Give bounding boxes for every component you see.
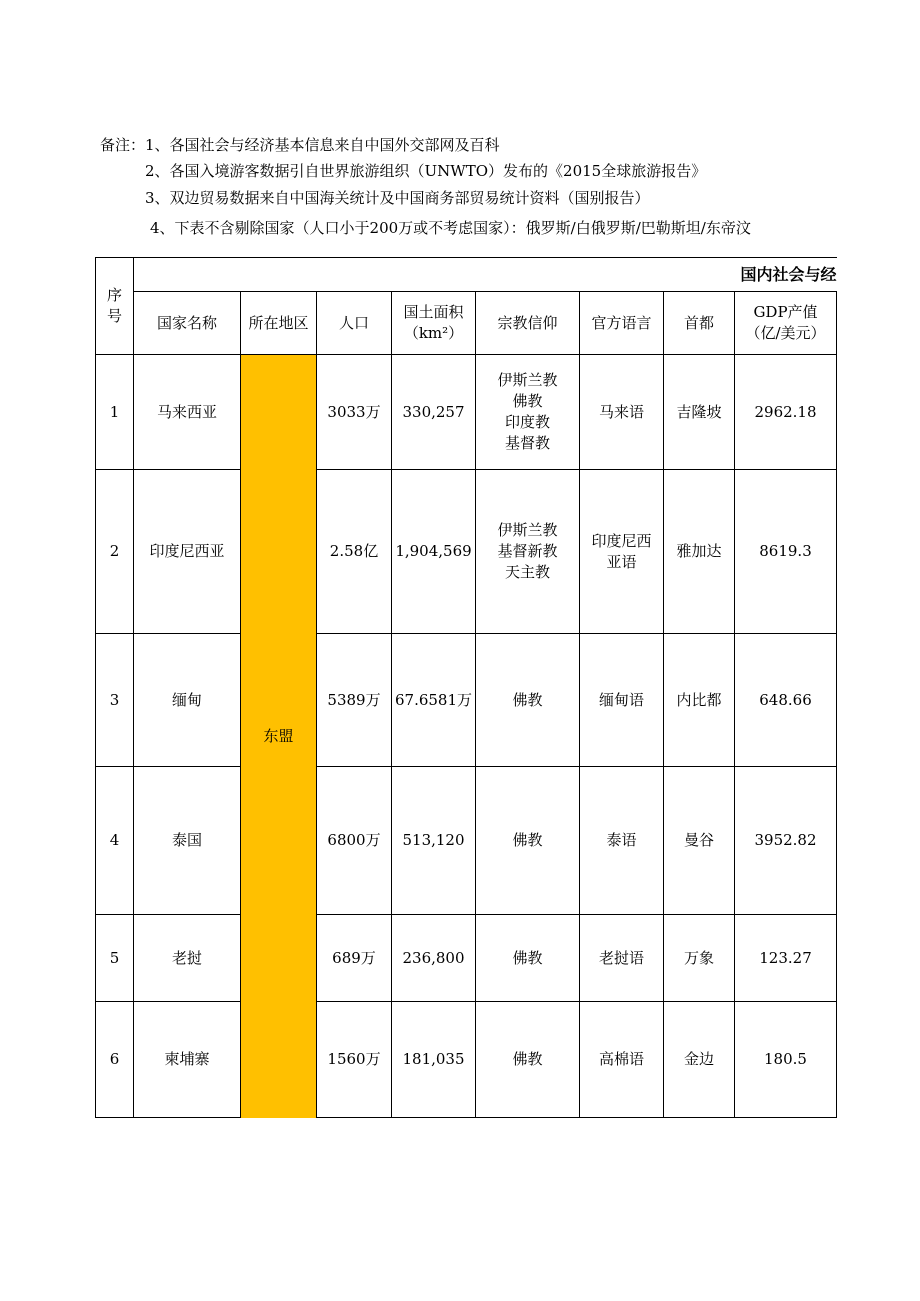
cell-language: 泰语 bbox=[580, 767, 664, 915]
header-country: 国家名称 bbox=[134, 292, 241, 355]
country-info-table bbox=[95, 257, 837, 1118]
header-religion: 宗教信仰 bbox=[476, 292, 580, 355]
cell-religion: 佛教 bbox=[476, 634, 580, 767]
note-2: 2、各国入境游客数据引自世界旅游组织（UNWTO）发布的《2015全球旅游报告》 bbox=[145, 162, 707, 180]
cell-gdp: 648.66 bbox=[735, 634, 837, 767]
note-4: 4、下表不含剔除国家（人口小于200万或不考虑国家）：俄罗斯/白俄罗斯/巴勒斯坦/东帝汶 bbox=[150, 219, 751, 237]
note-1: 备注：1、各国社会与经济基本信息来自中国外交部网及百科 bbox=[100, 136, 500, 154]
cell-language: 老挝语 bbox=[580, 915, 664, 1002]
cell-seq: 3 bbox=[96, 634, 134, 767]
cell-gdp: 2962.18 bbox=[735, 355, 837, 470]
cell-religion: 佛教 bbox=[476, 915, 580, 1002]
table-row bbox=[96, 1002, 837, 1118]
cell-area: 1,904,569 bbox=[392, 470, 476, 634]
cell-country: 老挝 bbox=[134, 915, 241, 1002]
cell-area: 236,800 bbox=[392, 915, 476, 1002]
cell-area: 513,120 bbox=[392, 767, 476, 915]
region-cell: 东盟 bbox=[241, 355, 317, 1118]
header-population: 人口 bbox=[317, 292, 392, 355]
cell-capital: 曼谷 bbox=[664, 767, 735, 915]
cell-area: 181,035 bbox=[392, 1002, 476, 1118]
cell-gdp: 180.5 bbox=[735, 1002, 837, 1118]
cell-seq: 5 bbox=[96, 915, 134, 1002]
cell-population: 1560万 bbox=[317, 1002, 392, 1118]
cell-country: 缅甸 bbox=[134, 634, 241, 767]
table-row bbox=[96, 470, 837, 634]
header-gdp: GDP产值 （亿/美元） bbox=[735, 292, 837, 355]
cell-seq: 4 bbox=[96, 767, 134, 915]
cell-capital: 内比都 bbox=[664, 634, 735, 767]
cell-country: 马来西亚 bbox=[134, 355, 241, 470]
cell-population: 6800万 bbox=[317, 767, 392, 915]
section-title: 国内社会与经 bbox=[134, 258, 837, 292]
cell-religion: 伊斯兰教 基督新教 天主教 bbox=[476, 470, 580, 634]
cell-religion: 佛教 bbox=[476, 767, 580, 915]
cell-population: 689万 bbox=[317, 915, 392, 1002]
header-seq: 序 号 bbox=[96, 258, 134, 355]
cell-gdp: 8619.3 bbox=[735, 470, 837, 634]
cell-capital: 吉隆坡 bbox=[664, 355, 735, 470]
table-row bbox=[96, 767, 837, 915]
cell-language: 高棉语 bbox=[580, 1002, 664, 1118]
header-area: 国土面积 （km²） bbox=[392, 292, 476, 355]
cell-religion: 伊斯兰教 佛教 印度教 基督教 bbox=[476, 355, 580, 470]
cell-population: 5389万 bbox=[317, 634, 392, 767]
cell-language: 缅甸语 bbox=[580, 634, 664, 767]
cell-capital: 万象 bbox=[664, 915, 735, 1002]
header-language: 官方语言 bbox=[580, 292, 664, 355]
note-3: 3、双边贸易数据来自中国海关统计及中国商务部贸易统计资料（国别报告） bbox=[145, 189, 650, 207]
cell-area: 67.6581万 bbox=[392, 634, 476, 767]
cell-area: 330,257 bbox=[392, 355, 476, 470]
cell-language: 印度尼西 亚语 bbox=[580, 470, 664, 634]
cell-country: 柬埔寨 bbox=[134, 1002, 241, 1118]
cell-language: 马来语 bbox=[580, 355, 664, 470]
cell-country: 泰国 bbox=[134, 767, 241, 915]
cell-capital: 雅加达 bbox=[664, 470, 735, 634]
cell-seq: 6 bbox=[96, 1002, 134, 1118]
cell-population: 3033万 bbox=[317, 355, 392, 470]
cell-seq: 1 bbox=[96, 355, 134, 470]
cell-country: 印度尼西亚 bbox=[134, 470, 241, 634]
header-capital: 首都 bbox=[664, 292, 735, 355]
cell-population: 2.58亿 bbox=[317, 470, 392, 634]
cell-gdp: 123.27 bbox=[735, 915, 837, 1002]
table-row bbox=[96, 355, 837, 470]
header-region: 所在地区 bbox=[241, 292, 317, 355]
cell-seq: 2 bbox=[96, 470, 134, 634]
cell-capital: 金边 bbox=[664, 1002, 735, 1118]
cell-religion: 佛教 bbox=[476, 1002, 580, 1118]
table-row bbox=[96, 915, 837, 1002]
table-row bbox=[96, 634, 837, 767]
cell-gdp: 3952.82 bbox=[735, 767, 837, 915]
